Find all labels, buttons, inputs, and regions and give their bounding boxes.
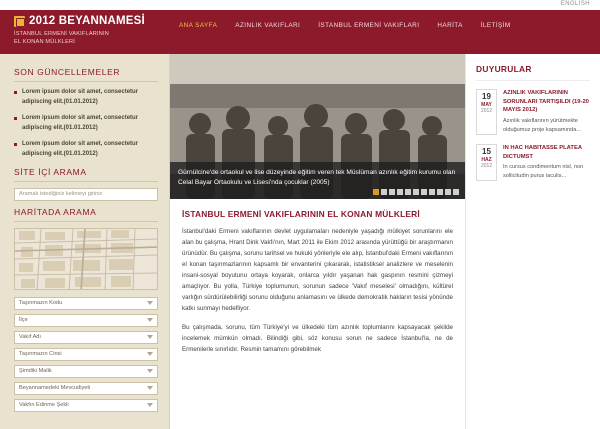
site-header — [0, 10, 600, 54]
filter-label: Vakıf Adı — [19, 334, 41, 341]
filter-select-declaration-presence[interactable] — [14, 382, 158, 395]
announcements-title: DUYURULAR — [476, 64, 532, 74]
date-day: 19 — [482, 92, 491, 101]
chevron-down-icon — [147, 403, 153, 407]
chevron-down-icon — [147, 335, 153, 339]
slide-dots[interactable] — [373, 189, 459, 195]
page-title: İSTANBUL ERMENİ VAKIFLARININ EL KONAN MÜLKLERİ — [182, 209, 420, 219]
divider — [14, 181, 158, 182]
filter-select-district[interactable] — [14, 314, 158, 327]
filter-label: Şimdiki Malik — [19, 368, 52, 375]
announcement-title[interactable]: IN HAC HABITASSE PLATEA DICTUMST — [503, 144, 582, 160]
body-wrapper — [0, 54, 600, 429]
slide-dot[interactable] — [397, 189, 403, 195]
divider — [14, 81, 158, 82]
article — [170, 199, 465, 355]
sidebar-site-search-title: SİTE İÇİ ARAMA — [14, 166, 87, 177]
topbar — [0, 0, 600, 10]
chevron-down-icon — [147, 369, 153, 373]
hero-slideshow[interactable] — [170, 54, 465, 199]
main-nav — [170, 10, 600, 54]
date-month: MAY — [481, 101, 492, 108]
site-subtitle: İSTANBUL ERMENİ VAKIFLARININ EL KONAN MÜLKLERİ — [14, 31, 110, 46]
search-input[interactable]: Aramak istediğiniz kelimeyi giriniz — [14, 188, 158, 201]
main-content — [170, 54, 465, 429]
announcement-text: In cursus condimentum nisl, non sollicitudin purus iaculis... — [503, 164, 584, 180]
slide-dot[interactable] — [437, 189, 443, 195]
announcements-panel — [465, 54, 600, 429]
date-day: 15 — [482, 146, 491, 156]
filter-select-property-type[interactable] — [14, 348, 158, 361]
slide-dot[interactable] — [421, 189, 427, 195]
nav-item-home[interactable]: ANA SAYFA — [179, 22, 218, 29]
filter-select-current-owner[interactable] — [14, 365, 158, 378]
filter-select-foundation-name[interactable] — [14, 331, 158, 344]
nav-item-istanbul-armenian-foundations[interactable]: İSTANBUL ERMENİ VAKIFLARI — [318, 22, 420, 29]
filter-label: Taşınmazın Kodu — [19, 300, 63, 307]
filter-label: Vakfın Edinme Şekli — [19, 402, 69, 409]
sidebar-map-search-title: HARİTADA ARAMA — [14, 206, 97, 217]
list-item[interactable] — [476, 144, 590, 181]
site-title: 2012 BEYANNAMESİ — [29, 15, 145, 27]
nav-item-minority-foundations[interactable]: AZINLIK VAKIFLARI — [235, 22, 301, 29]
filter-label: Taşınmazın Cinsi — [19, 351, 62, 358]
slide-dot[interactable] — [373, 189, 379, 195]
slide-dot[interactable] — [413, 189, 419, 195]
list-item[interactable] — [476, 89, 590, 135]
chevron-down-icon — [147, 301, 153, 305]
announcement-title[interactable]: AZINLIK VAKIFLARININ SORUNLARI TARTIŞILDI (19-20 MAYIS 2012) — [503, 90, 589, 114]
announcement-text: Azınlık vakıflarının yürütmekte olduğumuz proje kapsamında... — [503, 118, 582, 133]
divider — [14, 221, 158, 222]
article-paragraph: Bu çalışmada, sorunu, tüm Türkiye'yi ve ülkedeki tüm azınlık toplumlarını kapsayacak şekilde incelemek mümkün olmadı. Bilindiği gibi, söz konusu sorun ne sadece İstanbul'la, ne de Ermenilerle sınırlıdır. Resmin tamamını görebilmek — [182, 324, 453, 354]
square-emblem-icon — [14, 16, 25, 27]
chevron-down-icon — [147, 386, 153, 390]
date-year: 2012 — [480, 107, 493, 114]
slide-dot[interactable] — [389, 189, 395, 195]
language-switch[interactable]: ENGLISH — [560, 1, 590, 7]
slide-dot[interactable] — [453, 189, 459, 195]
article-paragraph: İstanbul'daki Ermeni vakıflarının devlet uygulamaları nedeniyle yaşadığı mülkiyet sorunlarını ele alan bu çalışma, Hrant Dink Vakfı'nın, Mart 2011 ile Ekim 2012 arasında yürüttüğü bir araştırmanın ürünüdür. Bu çalışma, sorunu tarihsel ve hukuki yönleriyle ele alıp, İstanbul'daki Ermeni vakıflarının el konan taşınmazlarının kapsamlı bir envanterini çıkararak, istatistiksel analizlere ve meselenin insani-sosyal boyutunu ortaya koyarak, onlarca yıldır yaşanan hak gaspının resmini çizmeyi amaçlıyor. Bu yolla, Türkiye toplumunun, sorunun sadece 'Vakıf meselesi' olmadığını, kültürel varlığın sürdürülebilirliği sorunu olduğunu anlamasını ve ülkede demokratik hakların tesisi yönünde katkı sunmayı hedefliyor. — [182, 228, 453, 313]
filter-select-acquisition-type[interactable] — [14, 399, 158, 412]
filter-label: İlçe — [19, 317, 28, 324]
chevron-down-icon — [147, 352, 153, 356]
divider — [476, 80, 590, 81]
brand-block[interactable] — [0, 10, 170, 54]
hero-caption: Gürnülcine'de ortaokul ve lise düzeyinde eğitim veren tek Müslüman azınlık eğitim kurumu olan Celal Bayar Ortaokulu ve Lisesi'nda çocuklar (2005) — [170, 162, 465, 199]
list-item[interactable]: Lorem ipsum dolor sit amet, consectetur adipiscing elit.(01.01.2012) — [14, 140, 158, 159]
nav-item-contact[interactable]: İLETİŞİM — [480, 22, 511, 29]
sidebar-updates-title: SON GÜNCELLEMELER — [14, 67, 121, 77]
map-thumbnail-icon[interactable] — [14, 228, 158, 290]
slide-dot[interactable] — [429, 189, 435, 195]
filter-select-property-code[interactable] — [14, 297, 158, 310]
date-year: 2012 — [480, 162, 493, 169]
filter-label: Beyannamedeki Mevcudiyeti — [19, 385, 91, 392]
nav-item-map[interactable]: HARİTA — [437, 22, 463, 29]
date-month: HAZ — [481, 156, 492, 163]
list-item[interactable]: Lorem ipsum dolor sit amet, consectetur adipiscing elit.(01.01.2012) — [14, 88, 158, 107]
sidebar — [0, 54, 170, 429]
date-badge — [476, 144, 497, 181]
slide-dot[interactable] — [381, 189, 387, 195]
slide-dot[interactable] — [445, 189, 451, 195]
list-item[interactable]: Lorem ipsum dolor sit amet, consectetur adipiscing elit.(01.01.2012) — [14, 114, 158, 133]
updates-list — [14, 88, 158, 160]
date-badge — [476, 89, 497, 135]
slide-dot[interactable] — [405, 189, 411, 195]
chevron-down-icon — [147, 318, 153, 322]
